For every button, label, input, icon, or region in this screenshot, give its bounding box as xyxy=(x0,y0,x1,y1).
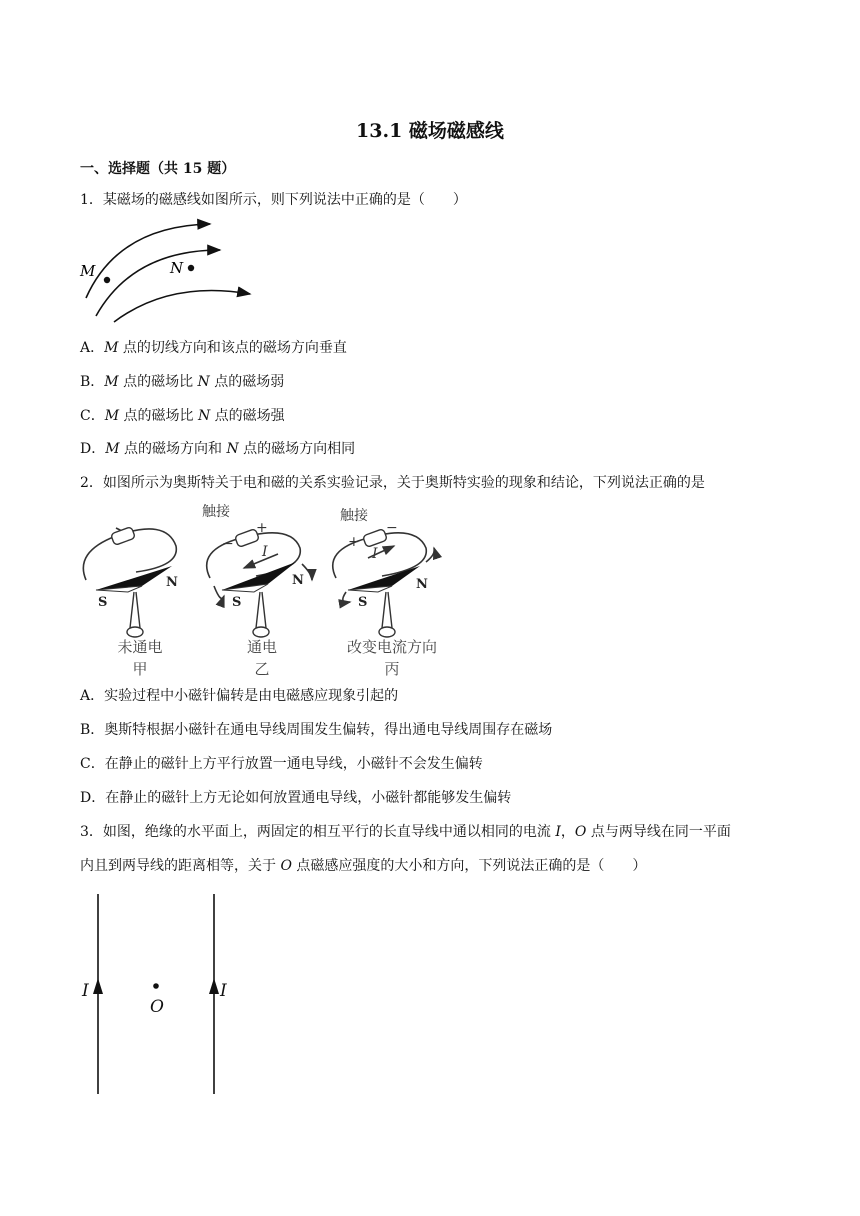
panel-label-1-line1: 未通电 xyxy=(117,638,163,656)
touch-label-2: 触接 xyxy=(202,504,230,520)
q1-option-c[interactable]: C．M 点的磁场比 N 点的磁场强 xyxy=(80,408,285,424)
page-title: 13.1 磁场磁感线 xyxy=(356,120,504,142)
q2-option-a[interactable]: A．实验过程中小磁针偏转是由电磁感应现象引起的 xyxy=(80,688,399,704)
point-m-label: M xyxy=(80,262,96,280)
minus-label-3: − xyxy=(386,520,398,536)
n-label-3: N xyxy=(416,577,428,592)
panel-label-2-line1: 通电 xyxy=(246,638,278,656)
q3-parallel-wires-figure xyxy=(76,890,246,1100)
point-n-dot xyxy=(188,265,194,271)
panel-label-2-line2: 乙 xyxy=(254,660,270,678)
q3-stem-line1: 3．如图，绝缘的水平面上，两固定的相互平行的长直导线中通以相同的电流 I，O 点与两导线在同一平面 xyxy=(80,824,731,840)
panel-label-1-line2: 甲 xyxy=(132,660,148,678)
q1-option-d[interactable]: D．M 点的磁场方向和 N 点的磁场方向相同 xyxy=(80,441,356,457)
section-heading: 一、选择题（共 15 题） xyxy=(80,161,236,177)
plus-label-2: + xyxy=(256,520,268,536)
point-o-dot xyxy=(153,983,159,989)
field-line-2 xyxy=(96,250,220,316)
panel-label-3-line1: 改变电流方向 xyxy=(346,638,438,656)
current-label-2: I xyxy=(262,544,268,560)
wire-left-arrow xyxy=(93,978,103,994)
point-m-dot xyxy=(104,277,110,283)
point-n-label: N xyxy=(170,259,184,277)
touch-label-3: 触接 xyxy=(340,508,368,524)
minus-label-2: − xyxy=(222,536,234,552)
q2-option-c[interactable]: C．在静止的磁针上方平行放置一通电导线，小磁针不会发生偏转 xyxy=(80,756,483,772)
s-label-2: S xyxy=(232,595,242,610)
q2-oersted-figure xyxy=(76,496,456,682)
q2-option-d[interactable]: D．在静止的磁针上方无论如何放置通电导线，小磁针都能够发生偏转 xyxy=(80,790,512,806)
q1-option-b[interactable]: B．M 点的磁场比 N 点的磁场弱 xyxy=(80,374,285,390)
s-label-1: S xyxy=(98,595,108,610)
q2-stem: 2．如图所示为奥斯特关于电和磁的关系实验记录，关于奥斯特实验的现象和结论，下列说法正确的是 xyxy=(80,475,705,491)
current-label-3: I xyxy=(372,546,378,562)
wire-right-arrow xyxy=(209,978,219,994)
battery-3 xyxy=(363,529,388,548)
q2-option-b[interactable]: B．奥斯特根据小磁针在通电导线周围发生偏转，得出通电导线周围存在磁场 xyxy=(80,722,553,738)
field-line-1 xyxy=(86,224,210,298)
current-right-label: I xyxy=(220,981,227,1001)
n-label-1: N xyxy=(166,575,178,590)
current-left-label: I xyxy=(82,981,89,1001)
q3-stem-line2: 内且到两导线的距离相等，关于 O 点磁感应强度的大小和方向，下列说法正确的是（ ） xyxy=(80,858,647,874)
q1-option-a[interactable]: A．M 点的切线方向和该点的磁场方向垂直 xyxy=(80,340,347,356)
field-line-3 xyxy=(114,291,250,323)
plus-label-3: + xyxy=(348,534,360,550)
q1-field-lines-figure xyxy=(78,212,258,324)
point-o-label: O xyxy=(150,997,164,1017)
q1-stem: 1．某磁场的磁感线如图所示，则下列说法中正确的是（ ） xyxy=(80,192,467,208)
s-label-3: S xyxy=(358,595,368,610)
battery-1 xyxy=(111,527,136,546)
n-label-2: N xyxy=(292,573,304,588)
panel-label-3-line2: 丙 xyxy=(384,660,400,678)
